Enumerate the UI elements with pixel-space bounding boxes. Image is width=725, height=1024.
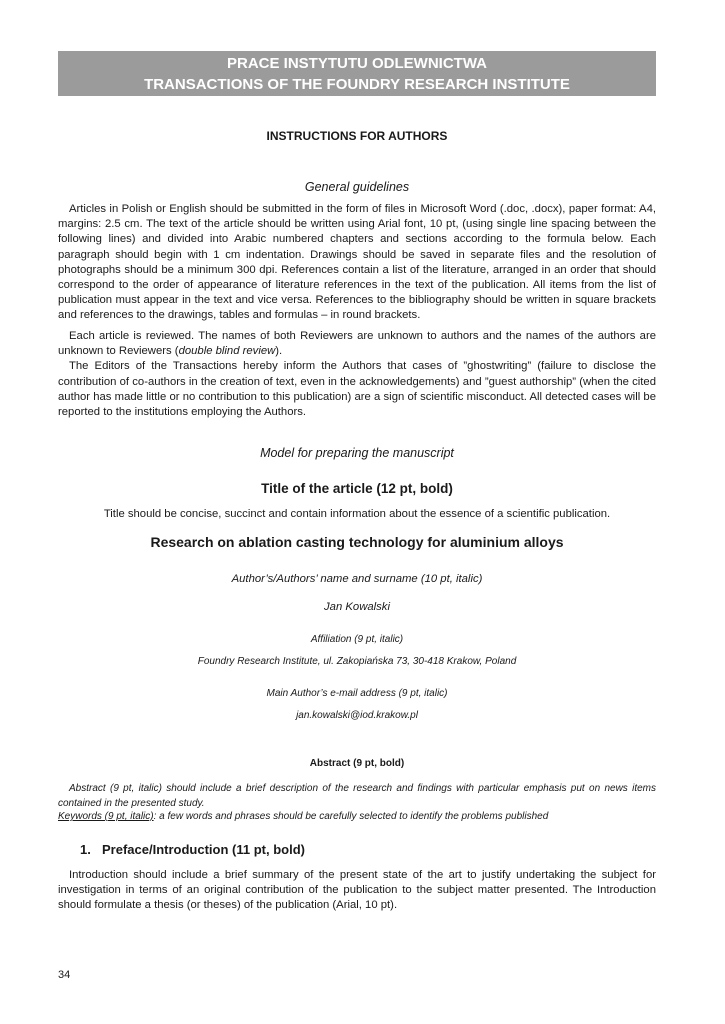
general-guidelines-heading: General guidelines [304,180,410,194]
email-label: Main Author’s e-mail address (9 pt, italic) [266,688,448,699]
journal-title-polish: PRACE INSTYTUTU ODLEWNICTWA [227,55,487,72]
journal-header-banner [58,51,656,96]
article-title-label: Title of the article (12 pt, bold) [261,481,453,496]
guidelines-paragraph-1: Articles in Polish or English should be submitted in the form of files in Microsoft Word (.doc, .docx), paper format: A4, margins: 2.5 cm. The text of the article should be written using Arial font, 10 pt, (using single line spacing between the following lines) and divided into Arabic numbered chapters and sections according to the formula below. Each paragraph should begin with 1 cm indentation. Drawings should be saved in separate files and the resolution of photographs should be a minimum 300 dpi. References contain a list of the literature, arranged in an order that should correspond to the order of appearance of literature references in the text of the publication. All items from the list of publication must appear in the text and vice versa. References to the bibliography should be written in square brackets and references to the drawings, tables and formulas – in round brackets. [58,203,656,322]
review-paragraph [58,329,656,359]
section-heading-introduction [80,842,305,857]
affiliation-label: Affiliation (9 pt, italic) [310,634,404,645]
keywords-label: Keywords (9 pt, italic) [58,811,154,822]
general-guidelines-body [58,202,656,324]
section-title: Preface/Introduction (11 pt, bold) [102,842,305,857]
review-section [58,329,656,420]
introduction-body [58,868,656,914]
review-text-end: ). [275,345,283,358]
author-email: jan.kowalski@iod.krakow.pl [296,710,418,721]
introduction-paragraph: Introduction should include a brief summary of the present state of the art to justify undertaking the subject for investigation in terms of an original contribution of the publication to the subject matter presented. The Introduction should formulate a thesis (or theses) of the publication (Arial, 10 pt). [58,869,656,912]
page-number: 34 [58,969,71,981]
journal-title-english: TRANSACTIONS OF THE FOUNDRY RESEARCH INSTITUTE [144,76,570,93]
author-name: Jan Kowalski [324,601,390,613]
abstract-text: Abstract (9 pt, italic) should include a brief description of the research and findings with particular emphasis put on news items contained in the presented study. [58,783,656,809]
instructions-title: INSTRUCTIONS FOR AUTHORS [266,129,448,143]
author-label: Author’s/Authors’ name and surname (10 pt, italic) [231,573,483,585]
double-blind-review-term: double blind review [178,345,276,358]
abstract-body [58,781,656,811]
keywords-line [58,811,656,822]
ghostwriting-paragraph: The Editors of the Transactions hereby inform the Authors that cases of ”ghostwriting” (failure to disclose the contribution of co-authors in the creation of text, even in the acknowledgements) and ”guest authorship” (when the cited author has made little or no contribution to this publication) are a sign of scientific misconduct. All detected cases will be reported to the institutions employing the Authors. [58,360,656,419]
abstract-heading: Abstract (9 pt, bold) [309,758,405,769]
example-article-title: Research on ablation casting technology for aluminium alloys [150,534,564,550]
model-heading: Model for preparing the manuscript [260,446,454,460]
keywords-text: : a few words and phrases should be carefully selected to identify the problems published [153,811,549,822]
review-text-start: Each article is reviewed. The names of both Reviewers are unknown to authors and the names of the authors are unknown to Reviewers ( [58,330,656,358]
affiliation-text: Foundry Research Institute, ul. Zakopiańska 73, 30-418 Krakow, Poland [197,656,517,667]
section-number: 1. [80,842,91,857]
article-title-description: Title should be concise, succinct and contain information about the essence of a scientific publication. [103,508,611,520]
